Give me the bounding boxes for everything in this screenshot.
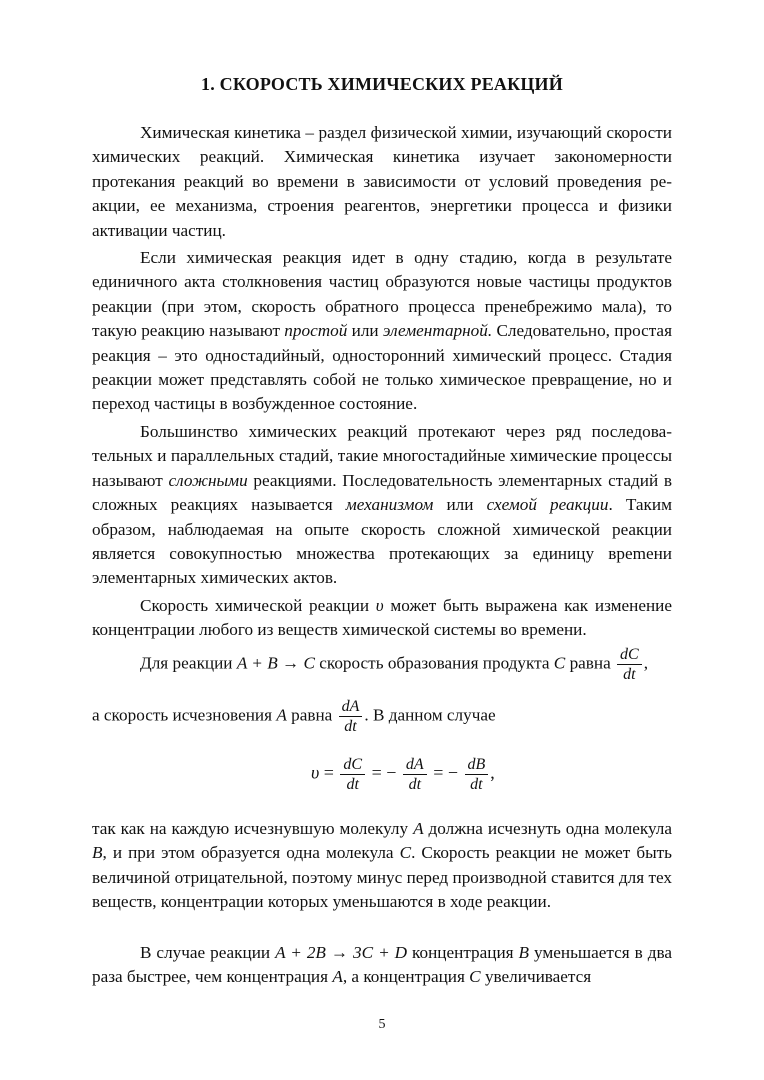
text: должна исчезнуть одна молекула xyxy=(423,819,673,838)
rate-formula xyxy=(311,755,495,794)
reaction-equation: A + B → C xyxy=(236,653,315,673)
text: В случае реакции xyxy=(140,943,276,962)
equals-sign: = xyxy=(323,762,334,783)
page-number: 5 xyxy=(378,1017,386,1032)
symbol-b: B xyxy=(518,943,530,962)
fraction-numerator: dA xyxy=(403,755,427,775)
fraction-dc-dt xyxy=(340,755,365,794)
fraction-denominator: dt xyxy=(408,776,422,793)
text: . Скорость реакции не может быть величиной отрицательной, поэтому минус перед производной ставится для тех веществ, концентрации которых уменьшаются в ходе реакции. xyxy=(92,843,672,912)
term-scheme: схемой реакции xyxy=(486,495,609,515)
term-complex: сложными xyxy=(168,470,248,490)
fraction-numerator: dB xyxy=(465,755,489,775)
text: или xyxy=(347,321,383,341)
reaction-equation: A + 2B → 3C + D xyxy=(275,943,408,962)
symbol-c: C xyxy=(469,967,481,987)
fraction-numerator: dC xyxy=(340,755,365,775)
equals-minus: = − xyxy=(433,762,458,783)
text: Для реакции xyxy=(140,653,237,673)
fraction-denominator: dt xyxy=(346,776,359,793)
velocity-symbol: υ xyxy=(311,762,320,783)
text: , xyxy=(643,653,648,673)
paragraph-sign-explanation xyxy=(92,817,672,915)
symbol-a: A xyxy=(332,967,343,987)
text: равна xyxy=(286,705,337,725)
symbol-a: A xyxy=(413,819,424,838)
paragraph-complex-reaction xyxy=(92,420,672,591)
text: так как на каждую исчезнувшую молекулу xyxy=(92,819,414,838)
fraction-numerator: dA xyxy=(339,697,363,717)
fraction-denominator: dt xyxy=(344,718,357,735)
fraction-da-dt xyxy=(403,755,427,794)
text: Если химическая реакция идет в одну стадию, когда в результате единичного акта столкновения частиц образуются новые частицы продуктов реакции (при этом, скорость обратного процесса пренебрежимо мала), то такую реакцию называют xyxy=(92,248,672,341)
text: . В данном случае xyxy=(364,705,496,725)
text: или xyxy=(433,495,487,515)
rate-line-product xyxy=(140,645,648,684)
text: скорость образования продукта xyxy=(314,653,554,673)
term-mechanism: механизмом xyxy=(345,495,434,515)
symbol-a: A xyxy=(276,705,287,725)
text: Скорость химической реакции xyxy=(140,596,376,615)
text: может быть выражена как изменение концентрации любого из веществ химической системы во времени. xyxy=(92,596,672,640)
text: , xyxy=(490,762,495,783)
symbol-c: C xyxy=(553,653,566,673)
text: . Таким образом, наблюдаемая на опыте скорость сложной химической реакции является совокупностью множества протекающих за единицу вреmени элементарных химических актов. xyxy=(92,495,672,588)
text: , и при этом образуется одна молекула xyxy=(102,843,400,863)
paragraph-kinetics-definition: Химическая кинетика – раздел физической химии, изучающий скорости химических реакций. Химическая кинетика изучает закономерности протекания реакций во времени в зависимости от условий проведения реакции, ее механизма, строения реагентов, энергетики процесса и физики активации частиц. xyxy=(92,123,672,240)
section-title: 1. СКОРОСТЬ ХИМИЧЕСКИХ РЕАКЦИЙ xyxy=(201,74,563,94)
velocity-symbol: υ xyxy=(375,596,384,615)
fraction-da-dt xyxy=(339,697,363,736)
equals-minus: = − xyxy=(371,762,397,783)
text: уменьшается в два раза быстрее, чем концентрация xyxy=(92,943,672,987)
fraction-denominator: dt xyxy=(470,776,483,793)
symbol-c: C xyxy=(399,843,412,863)
text: реакциями. Последовательность элементарных стадий в сложных реакциях называется xyxy=(92,470,672,515)
text: равна xyxy=(565,653,616,673)
rate-line-reactant xyxy=(92,697,496,736)
term-simple: простой xyxy=(284,321,348,341)
fraction-db-dt xyxy=(465,755,489,794)
paragraph-rate-definition xyxy=(92,594,672,643)
fraction-numerator: dC xyxy=(617,645,642,665)
fraction-dc-dt xyxy=(617,645,642,684)
fraction-denominator: dt xyxy=(623,666,636,683)
symbol-b: B xyxy=(92,843,103,863)
text: Следовательно, простая реакция – это одностадийный, односторонний химический процесс. Стадия реакции может представлять собой не только химическое превращение, но и переход частицы в возбужденное состояние. xyxy=(92,321,672,414)
paragraph-stoichiometry xyxy=(92,941,672,990)
text: Большинство химических реакций протекают через ряд последовательных и параллельных стадий, такие многостадийные химические процессы называют xyxy=(92,422,672,490)
paragraph-simple-reaction xyxy=(92,246,672,417)
term-elementary: элементарной. xyxy=(382,321,493,341)
text: увеличивается xyxy=(480,967,592,987)
text: а скорость исчезновения xyxy=(92,705,277,725)
text: концентрация xyxy=(407,943,519,962)
text: , а концентрация xyxy=(342,967,470,987)
